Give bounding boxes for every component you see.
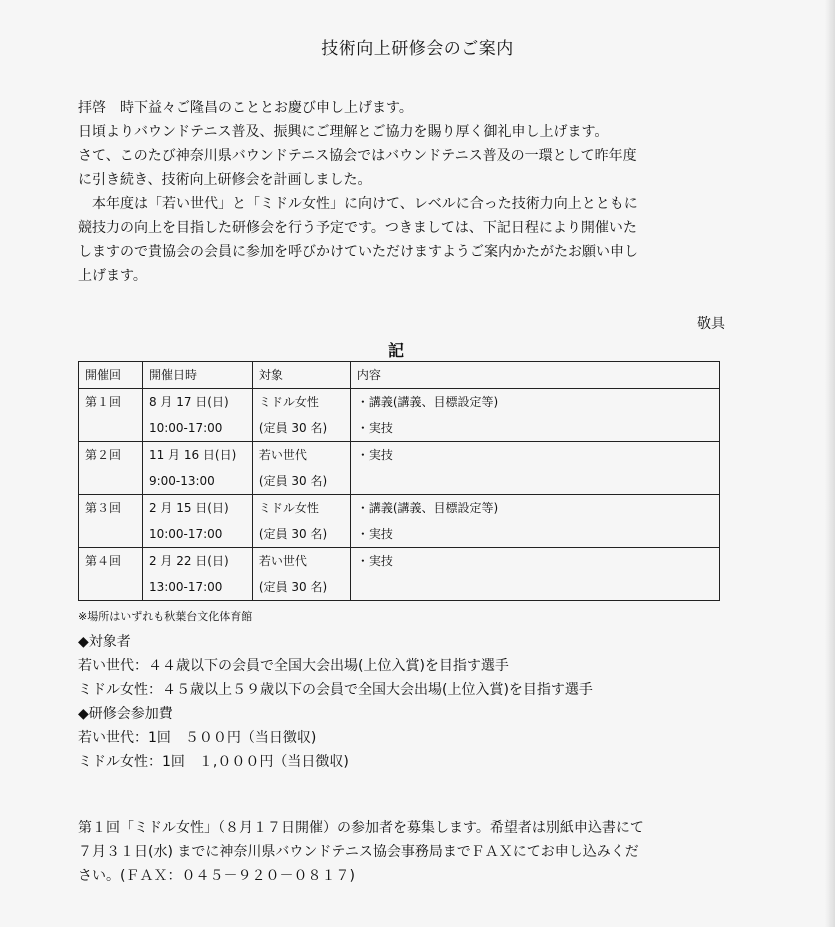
date-text: 2 月 15 日(日) <box>148 501 229 515</box>
intro-paragraphs <box>78 96 738 288</box>
table-row <box>79 495 720 548</box>
schedule-table <box>78 361 720 601</box>
round-label: 第３回 <box>85 501 122 515</box>
fee-young: 若い世代：1回 ５００円（当日徴収) <box>78 730 317 746</box>
cell-round <box>79 495 143 548</box>
cell-round <box>79 442 143 495</box>
cell-datetime <box>142 495 252 548</box>
time-text: 9:00-13:00 <box>148 474 215 488</box>
target-text: ミドル女性 <box>258 501 319 515</box>
cell-datetime <box>142 442 252 495</box>
cell-content <box>350 442 719 495</box>
cell-target <box>252 442 350 495</box>
intro-line: 日頃よりバウンドテニス普及、振興にご理解とご協力を賜り厚く御礼申し上げます。 <box>78 124 609 140</box>
content-line: ・講義(講義、目標設定等) <box>356 395 499 409</box>
header-content: 内容 <box>350 362 719 389</box>
header-round: 開催回 <box>79 362 143 389</box>
closing-line: さい。(ＦＡＸ：０４５－９２０－０８１７) <box>78 868 355 884</box>
recruitment-paragraph <box>78 816 738 888</box>
table-row <box>79 548 720 601</box>
cell-content <box>350 548 719 601</box>
cell-round <box>79 548 143 601</box>
intro-line: 上げます。 <box>78 268 147 284</box>
document-title: 技術向上研修会のご案内 <box>321 39 514 59</box>
date-text: 2 月 22 日(日) <box>148 554 229 568</box>
table-row <box>79 389 720 442</box>
capacity-text: (定員 30 名) <box>258 580 328 594</box>
target-young: 若い世代：４４歳以下の会員で全国大会出場(上位入賞)を目指す選手 <box>78 658 509 674</box>
intro-line: 競技力の向上を目指した研修会を行う予定です。つきましては、下記日程により開催いた <box>78 220 637 236</box>
round-label: 第１回 <box>85 395 122 409</box>
closing-line: ７月３１日(水) までに神奈川県バウンドテニス協会事務局までＦＡＸにてお申し込みくだ <box>78 844 639 860</box>
intro-line: 拝啓 時下益々ご隆昌のこととお慶び申し上げます。 <box>78 100 413 116</box>
eligibility-and-fee-section <box>78 630 738 774</box>
cell-target <box>252 548 350 601</box>
cell-datetime <box>142 548 252 601</box>
capacity-text: (定員 30 名) <box>258 421 328 435</box>
section-heading-target: ◆対象者 <box>78 634 131 650</box>
time-text: 10:00-17:00 <box>148 421 223 435</box>
cell-target <box>252 495 350 548</box>
capacity-text: (定員 30 名) <box>258 474 328 488</box>
cell-target <box>252 389 350 442</box>
content-line <box>357 574 713 600</box>
table-row <box>79 442 720 495</box>
header-datetime: 開催日時 <box>142 362 252 389</box>
header-target: 対象 <box>252 362 350 389</box>
date-text: 11 月 16 日(日) <box>148 448 237 462</box>
time-text: 10:00-17:00 <box>148 527 223 541</box>
content-line: ・実技 <box>356 554 393 568</box>
content-line: ・講義(講義、目標設定等) <box>356 501 499 515</box>
page-edge-shadow <box>825 0 835 927</box>
cell-content <box>350 495 719 548</box>
section-heading-fee: ◆研修会参加費 <box>78 706 173 722</box>
capacity-text: (定員 30 名) <box>258 527 328 541</box>
target-middle-women: ミドル女性：４５歳以上５９歳以下の会員で全国大会出場(上位入賞)を目指す選手 <box>78 682 593 698</box>
table-header-row <box>79 362 720 389</box>
intro-line: 本年度は「若い世代」と「ミドル女性」に向けて、レベルに合った技術力向上とともに <box>78 196 638 212</box>
intro-line: に引き続き、技術向上研修会を計画しました。 <box>78 172 372 188</box>
fee-middle-women: ミドル女性：1回 １,０００円（当日徴収) <box>78 754 349 770</box>
content-line: ・実技 <box>356 448 393 462</box>
round-label: 第２回 <box>85 448 122 462</box>
venue-note: ※場所はいずれも秋葉台文化体育館 <box>78 610 253 623</box>
content-line: ・実技 <box>356 421 393 435</box>
content-line: ・実技 <box>356 527 393 541</box>
ki-heading: 記 <box>388 341 405 360</box>
cell-datetime <box>142 389 252 442</box>
target-text: 若い世代 <box>258 554 307 568</box>
closing-salutation: 敬具 <box>697 316 725 332</box>
closing-line: 第１回「ミドル女性」（８月１７日開催）の参加者を募集します。希望者は別紙申込書にて <box>78 820 644 836</box>
target-text: ミドル女性 <box>258 395 319 409</box>
cell-content <box>350 389 719 442</box>
cell-round <box>79 389 143 442</box>
intro-line: しますので貴協会の会員に参加を呼びかけていただけますようご案内かたがたお願い申し <box>78 244 638 260</box>
date-text: 8 月 17 日(日) <box>148 395 229 409</box>
intro-line: さて、このたび神奈川県バウンドテニス協会ではバウンドテニス普及の一環として昨年度 <box>78 148 637 164</box>
content-line <box>357 468 713 494</box>
time-text: 13:00-17:00 <box>148 580 223 594</box>
target-text: 若い世代 <box>258 448 307 462</box>
round-label: 第４回 <box>85 554 122 568</box>
